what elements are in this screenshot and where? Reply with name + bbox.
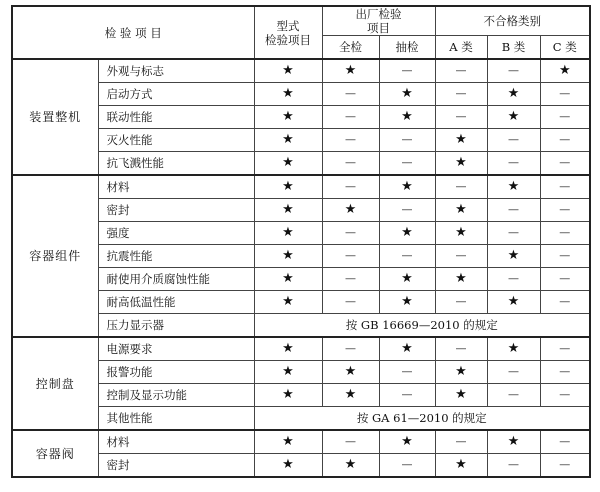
dash-mark: — bbox=[322, 291, 379, 314]
star-mark: ★ bbox=[435, 129, 487, 152]
row-label: 密封 bbox=[98, 454, 254, 478]
star-mark: ★ bbox=[487, 83, 540, 106]
star-mark: ★ bbox=[254, 199, 322, 222]
star-mark: ★ bbox=[379, 430, 435, 454]
dash-mark: — bbox=[487, 222, 540, 245]
star-mark: ★ bbox=[540, 59, 590, 83]
row-label: 材料 bbox=[98, 175, 254, 199]
dash-mark: — bbox=[540, 454, 590, 478]
dash-mark: — bbox=[322, 106, 379, 129]
star-mark: ★ bbox=[322, 384, 379, 407]
dash-mark: — bbox=[487, 199, 540, 222]
star-mark: ★ bbox=[254, 59, 322, 83]
dash-mark: — bbox=[379, 245, 435, 268]
row-label: 其他性能 bbox=[98, 407, 254, 431]
row-label: 报警功能 bbox=[98, 361, 254, 384]
table-row bbox=[12, 245, 590, 268]
dash-mark: — bbox=[379, 361, 435, 384]
dash-mark: — bbox=[540, 222, 590, 245]
row-label: 耐高低温性能 bbox=[98, 291, 254, 314]
spec-reference: 按 GB 16669—2010 的规定 bbox=[254, 314, 590, 338]
row-label: 耐使用介质腐蚀性能 bbox=[98, 268, 254, 291]
table-row bbox=[12, 361, 590, 384]
header-factory-line1: 出厂检验 bbox=[355, 7, 402, 21]
group-label: 容器阀 bbox=[12, 430, 98, 477]
dash-mark: — bbox=[322, 222, 379, 245]
star-mark: ★ bbox=[379, 291, 435, 314]
dash-mark: — bbox=[540, 361, 590, 384]
star-mark: ★ bbox=[322, 361, 379, 384]
dash-mark: — bbox=[540, 83, 590, 106]
star-mark: ★ bbox=[487, 337, 540, 361]
inspection-table-container bbox=[11, 5, 591, 478]
star-mark: ★ bbox=[379, 337, 435, 361]
dash-mark: — bbox=[322, 152, 379, 176]
dash-mark: — bbox=[540, 430, 590, 454]
star-mark: ★ bbox=[254, 129, 322, 152]
table-row bbox=[12, 454, 590, 478]
dash-mark: — bbox=[379, 199, 435, 222]
dash-mark: — bbox=[540, 245, 590, 268]
dash-mark: — bbox=[435, 430, 487, 454]
star-mark: ★ bbox=[379, 222, 435, 245]
dash-mark: — bbox=[540, 152, 590, 176]
star-mark: ★ bbox=[322, 59, 379, 83]
star-mark: ★ bbox=[435, 268, 487, 291]
star-mark: ★ bbox=[435, 199, 487, 222]
star-mark: ★ bbox=[254, 454, 322, 478]
dash-mark: — bbox=[435, 59, 487, 83]
star-mark: ★ bbox=[254, 106, 322, 129]
star-mark: ★ bbox=[322, 454, 379, 478]
row-label: 压力显示器 bbox=[98, 314, 254, 338]
dash-mark: — bbox=[487, 129, 540, 152]
star-mark: ★ bbox=[487, 106, 540, 129]
dash-mark: — bbox=[322, 83, 379, 106]
dash-mark: — bbox=[540, 337, 590, 361]
header-factory-line2: 项目 bbox=[367, 21, 390, 35]
table-row bbox=[12, 59, 590, 83]
dash-mark: — bbox=[540, 384, 590, 407]
star-mark: ★ bbox=[254, 83, 322, 106]
table-row bbox=[12, 152, 590, 176]
header-inspection-item: 检 验 项 目 bbox=[12, 6, 254, 59]
table-row bbox=[12, 337, 590, 361]
dash-mark: — bbox=[435, 83, 487, 106]
table-row bbox=[12, 407, 590, 431]
star-mark: ★ bbox=[487, 430, 540, 454]
table-row bbox=[12, 384, 590, 407]
star-mark: ★ bbox=[254, 291, 322, 314]
header-class-b: B 类 bbox=[487, 36, 540, 60]
dash-mark: — bbox=[540, 175, 590, 199]
row-label: 抗飞溅性能 bbox=[98, 152, 254, 176]
star-mark: ★ bbox=[379, 175, 435, 199]
star-mark: ★ bbox=[435, 222, 487, 245]
row-label: 电源要求 bbox=[98, 337, 254, 361]
dash-mark: — bbox=[435, 106, 487, 129]
row-label: 控制及显示功能 bbox=[98, 384, 254, 407]
star-mark: ★ bbox=[254, 175, 322, 199]
header-type-test-line1: 型式 bbox=[276, 18, 300, 33]
row-label: 抗震性能 bbox=[98, 245, 254, 268]
star-mark: ★ bbox=[487, 175, 540, 199]
dash-mark: — bbox=[540, 291, 590, 314]
table-row bbox=[12, 314, 590, 338]
header-factory-test bbox=[322, 6, 435, 36]
dash-mark: — bbox=[487, 59, 540, 83]
star-mark: ★ bbox=[322, 199, 379, 222]
table-row bbox=[12, 291, 590, 314]
dash-mark: — bbox=[379, 454, 435, 478]
header-sample-inspection: 抽检 bbox=[379, 36, 435, 60]
dash-mark: — bbox=[487, 268, 540, 291]
dash-mark: — bbox=[540, 199, 590, 222]
dash-mark: — bbox=[379, 59, 435, 83]
table-row bbox=[12, 129, 590, 152]
dash-mark: — bbox=[487, 384, 540, 407]
table-row bbox=[12, 106, 590, 129]
dash-mark: — bbox=[379, 384, 435, 407]
dash-mark: — bbox=[322, 337, 379, 361]
header-nonconform-class: 不合格类别 bbox=[435, 6, 590, 36]
header-row-1 bbox=[12, 6, 590, 36]
header-type-test bbox=[254, 6, 322, 59]
star-mark: ★ bbox=[487, 245, 540, 268]
star-mark: ★ bbox=[379, 106, 435, 129]
header-type-test-line2: 检验项目 bbox=[265, 32, 311, 47]
table-row bbox=[12, 268, 590, 291]
star-mark: ★ bbox=[379, 268, 435, 291]
star-mark: ★ bbox=[254, 361, 322, 384]
dash-mark: — bbox=[540, 106, 590, 129]
group-label: 装置整机 bbox=[12, 59, 98, 175]
row-label: 灭火性能 bbox=[98, 129, 254, 152]
dash-mark: — bbox=[435, 291, 487, 314]
header-full-inspection: 全检 bbox=[322, 36, 379, 60]
star-mark: ★ bbox=[254, 337, 322, 361]
dash-mark: — bbox=[487, 454, 540, 478]
row-label: 启动方式 bbox=[98, 83, 254, 106]
dash-mark: — bbox=[322, 430, 379, 454]
star-mark: ★ bbox=[435, 454, 487, 478]
dash-mark: — bbox=[435, 245, 487, 268]
group-label: 控制盘 bbox=[12, 337, 98, 430]
star-mark: ★ bbox=[254, 245, 322, 268]
dash-mark: — bbox=[435, 337, 487, 361]
star-mark: ★ bbox=[254, 268, 322, 291]
row-label: 密封 bbox=[98, 199, 254, 222]
dash-mark: — bbox=[322, 175, 379, 199]
table-row bbox=[12, 199, 590, 222]
row-label: 外观与标志 bbox=[98, 59, 254, 83]
group-label: 容器组件 bbox=[12, 175, 98, 337]
star-mark: ★ bbox=[487, 291, 540, 314]
dash-mark: — bbox=[487, 361, 540, 384]
star-mark: ★ bbox=[435, 152, 487, 176]
table-row bbox=[12, 83, 590, 106]
header-class-c: C 类 bbox=[540, 36, 590, 60]
star-mark: ★ bbox=[254, 222, 322, 245]
dash-mark: — bbox=[540, 129, 590, 152]
table-row bbox=[12, 222, 590, 245]
star-mark: ★ bbox=[379, 83, 435, 106]
table-row bbox=[12, 175, 590, 199]
star-mark: ★ bbox=[254, 152, 322, 176]
dash-mark: — bbox=[322, 245, 379, 268]
star-mark: ★ bbox=[254, 384, 322, 407]
star-mark: ★ bbox=[435, 361, 487, 384]
dash-mark: — bbox=[322, 129, 379, 152]
dash-mark: — bbox=[487, 152, 540, 176]
table-row bbox=[12, 430, 590, 454]
row-label: 联动性能 bbox=[98, 106, 254, 129]
dash-mark: — bbox=[540, 268, 590, 291]
star-mark: ★ bbox=[435, 384, 487, 407]
row-label: 强度 bbox=[98, 222, 254, 245]
inspection-table bbox=[11, 5, 591, 478]
dash-mark: — bbox=[379, 129, 435, 152]
row-label: 材料 bbox=[98, 430, 254, 454]
dash-mark: — bbox=[435, 175, 487, 199]
header-class-a: A 类 bbox=[435, 36, 487, 60]
dash-mark: — bbox=[379, 152, 435, 176]
dash-mark: — bbox=[322, 268, 379, 291]
star-mark: ★ bbox=[254, 430, 322, 454]
spec-reference: 按 GA 61—2010 的规定 bbox=[254, 407, 590, 431]
